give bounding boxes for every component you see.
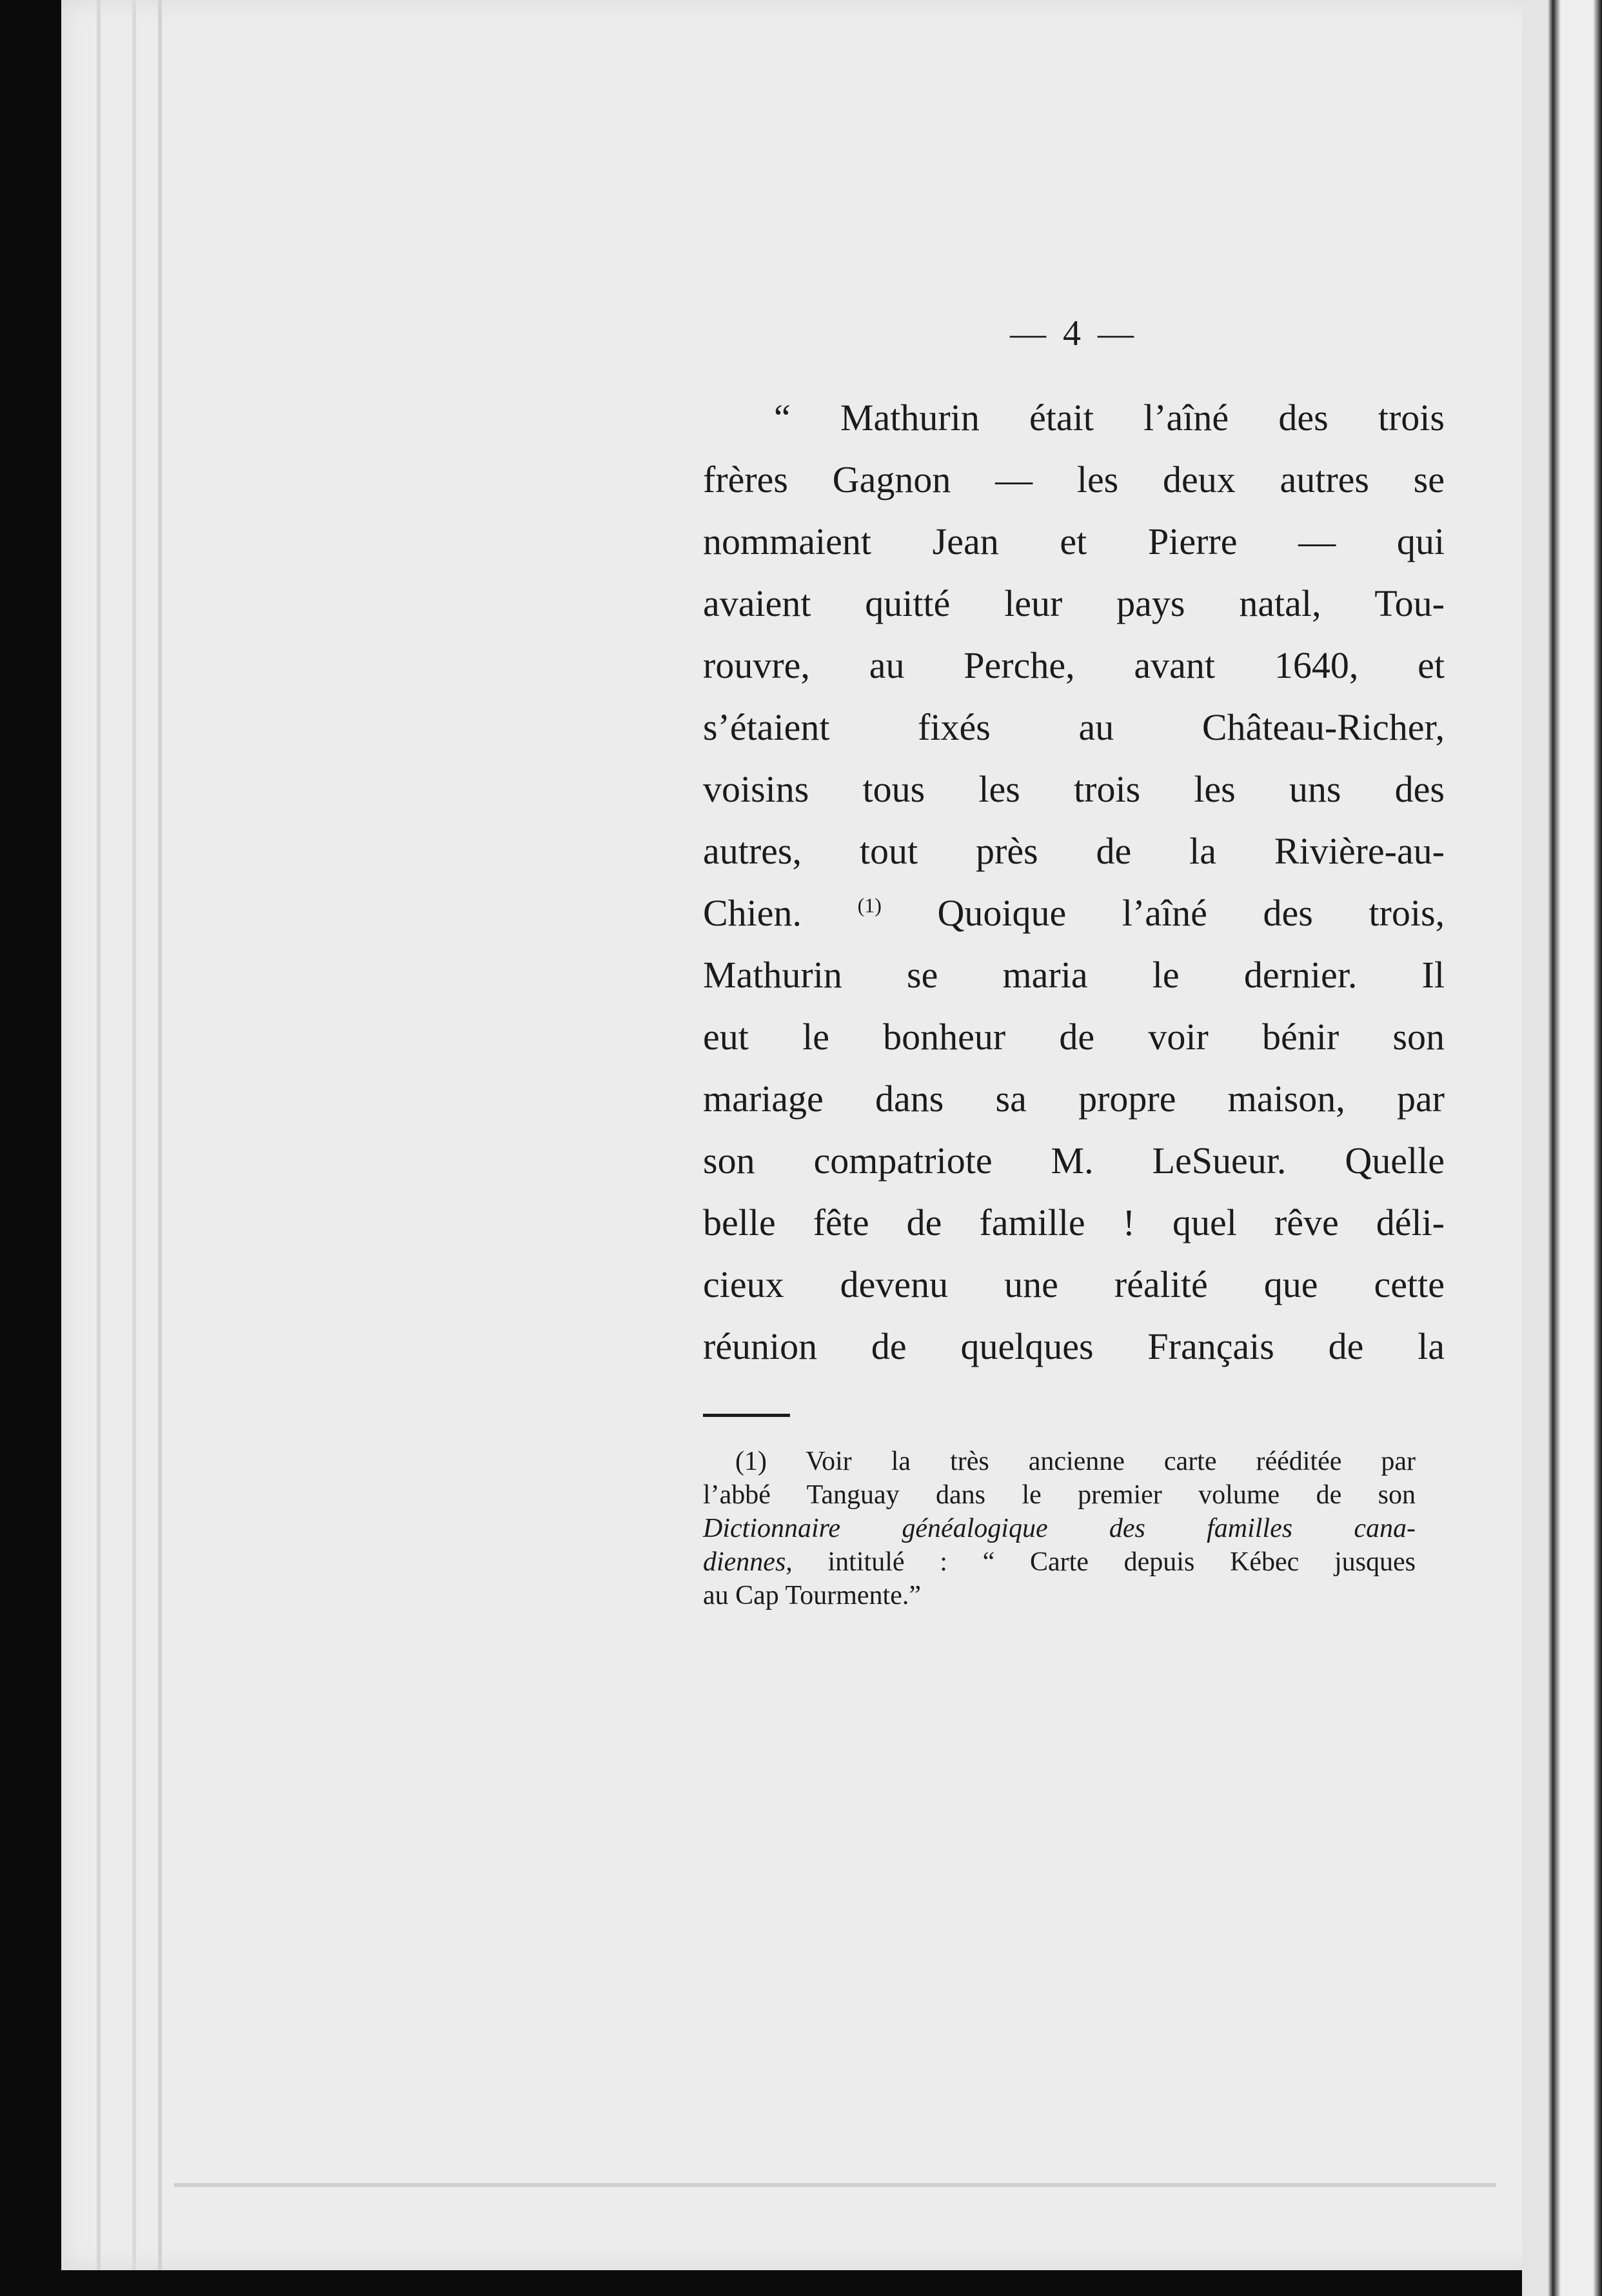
footnote-reference: (1) [857, 893, 882, 917]
footnote-line: au Cap Tourmente.” [703, 1581, 922, 1610]
body-line: “ Mathurin était l’aîné des trois [774, 397, 1445, 439]
footnote-line: Dictionnaire généalogique des familles cana- [703, 1514, 1416, 1543]
footnote [703, 1445, 1416, 1612]
body-line: belle fête de famille ! quel rêve déli- [703, 1202, 1445, 1243]
footnote-line: (1) Voir la très ancienne carte rééditée par [735, 1447, 1416, 1476]
body-line: rouvre, au Perche, avant 1640, et [703, 644, 1445, 686]
footnote-divider [703, 1414, 790, 1417]
body-line: eut le bonheur de voir bénir son [703, 1016, 1445, 1058]
body-line-end: Quoique l’aîné des trois, [937, 892, 1445, 934]
body-line: réunion de quelques Français de la [703, 1325, 1445, 1367]
body-line [703, 882, 1445, 944]
footnote-line-start: diennes, [703, 1547, 793, 1577]
body-line: avaient quitté leur pays natal, Tou- [703, 582, 1445, 624]
page-edge [132, 0, 136, 2270]
body-line: frères Gagnon — les deux autres se [703, 459, 1445, 500]
body-line: son compatriote M. LeSueur. Quelle [703, 1140, 1445, 1182]
body-line: mariage dans sa propre maison, par [703, 1078, 1445, 1120]
footnote-line: l’abbé Tanguay dans le premier volume de son [703, 1480, 1416, 1510]
page-edge [158, 0, 162, 2270]
body-line: voisins tous les trois les uns des [703, 768, 1445, 810]
body-line: cieux devenu une réalité que cette [703, 1263, 1445, 1305]
body-paragraph [703, 387, 1445, 1378]
body-line: s’étaient fixés au Château-Richer, [703, 706, 1445, 748]
body-line: Mathurin se maria le dernier. Il [703, 954, 1445, 996]
footnote-line-end: intitulé : “ Carte depuis Kébec jusques [827, 1547, 1416, 1577]
body-line: autres, tout près de la Rivière-au- [703, 830, 1445, 872]
page-edge [97, 0, 101, 2270]
page-edge [174, 2183, 1496, 2187]
body-line-start: Chien. [703, 892, 802, 934]
footnote-line [703, 1545, 1416, 1579]
body-line: nommaient Jean et Pierre — qui [703, 520, 1445, 562]
page-number: — 4 — [1010, 313, 1138, 353]
binding-margin [1522, 0, 1602, 2296]
